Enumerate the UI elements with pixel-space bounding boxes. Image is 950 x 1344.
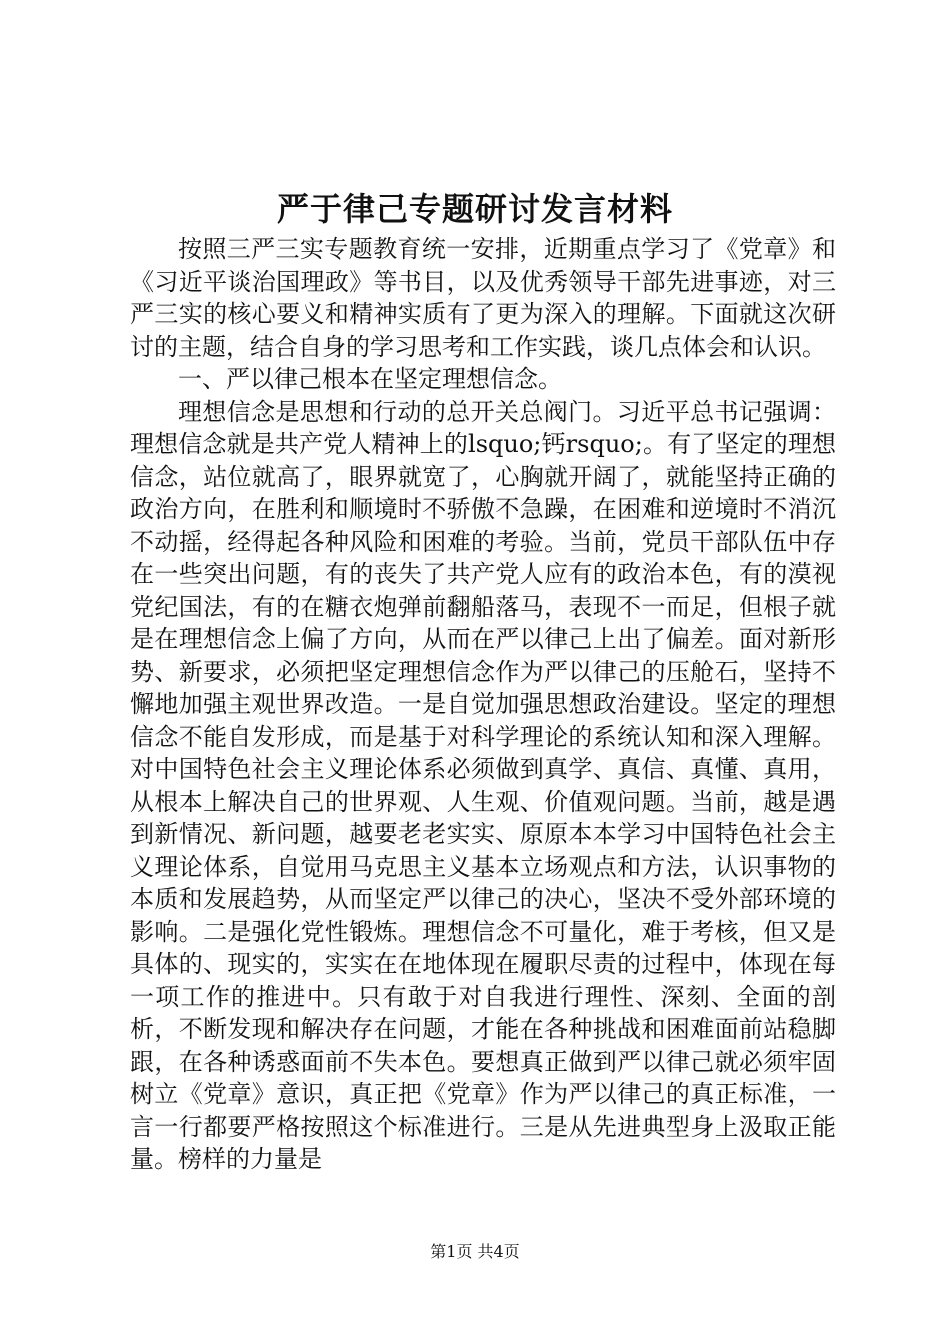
page-number-footer: 第1页 共4页 [430,1242,520,1261]
document-body [130,233,836,1176]
paragraph-intro: 按照三严三实专题教育统一安排，近期重点学习了《党章》和《习近平谈治国理政》等书目，以及优秀领导干部先进事迹，对三严三实的核心要义和精神实质有了更为深入的理解。下面就这次研讨的主题，结合自身的学习思考和工作实践，谈几点体会和认识。 [130,235,836,361]
paragraph-body: 理想信念是思想和行动的总开关总阀门。习近平总书记强调：理想信念就是共产党人精神上的lsquo;钙rsquo;。有了坚定的理想信念，站位就高了，眼界就宽了，心胸就开阔了，就能坚持正确的政治方向，在胜利和顺境时不骄傲不急躁，在困难和逆境时不消沉不动摇，经得起各种风险和困难的考验。当前，党员干部队伍中存在一些突出问题，有的丧失了共产党人应有的政治本色，有的漠视党纪国法，有的在糖衣炮弹前翻船落马，表现不一而足，但根子就是在理想信念上偏了方向，从而在严以律己上出了偏差。面对新形势、新要求，必须把坚定理想信念作为严以律己的压舱石，坚持不懈地加强主观世界改造。一是自觉加强思想政治建设。坚定的理想信念不能自发形成，而是基于对科学理论的系统认知和深入理解。对中国特色社会主义理论体系必须做到真学、真信、真懂、真用，从根本上解决自己的世界观、人生观、价值观问题。当前，越是遇到新情况、新问题，越要老老实实、原原本本学习中国特色社会主义理论体系，自觉用马克思主义基本立场观点和方法，认识事物的本质和发展趋势，从而坚定严以律己的决心，坚决不受外部环境的影响。二是强化党性锻炼。理想信念不可量化，难于考核，但又是具体的、现实的，实实在在地体现在履职尽责的过程中，体现在每一项工作的推进中。只有敢于对自我进行理性、深刻、全面的剖析，不断发现和解决存在问题，才能在各种挑战和困难面前站稳脚跟，在各种诱惑面前不失本色。要想真正做到严以律己就必须牢固树立《党章》意识，真正把《党章》作为严以律己的真正标准，一言一行都要严格按照这个标准进行。三是从先进典型身上汲取正能量。榜样的力量是 [130,397,836,1173]
document-title: 严于律己专题研讨发言材料 [276,190,673,228]
section-heading: 一、严以律己根本在坚定理想信念。 [178,365,562,393]
